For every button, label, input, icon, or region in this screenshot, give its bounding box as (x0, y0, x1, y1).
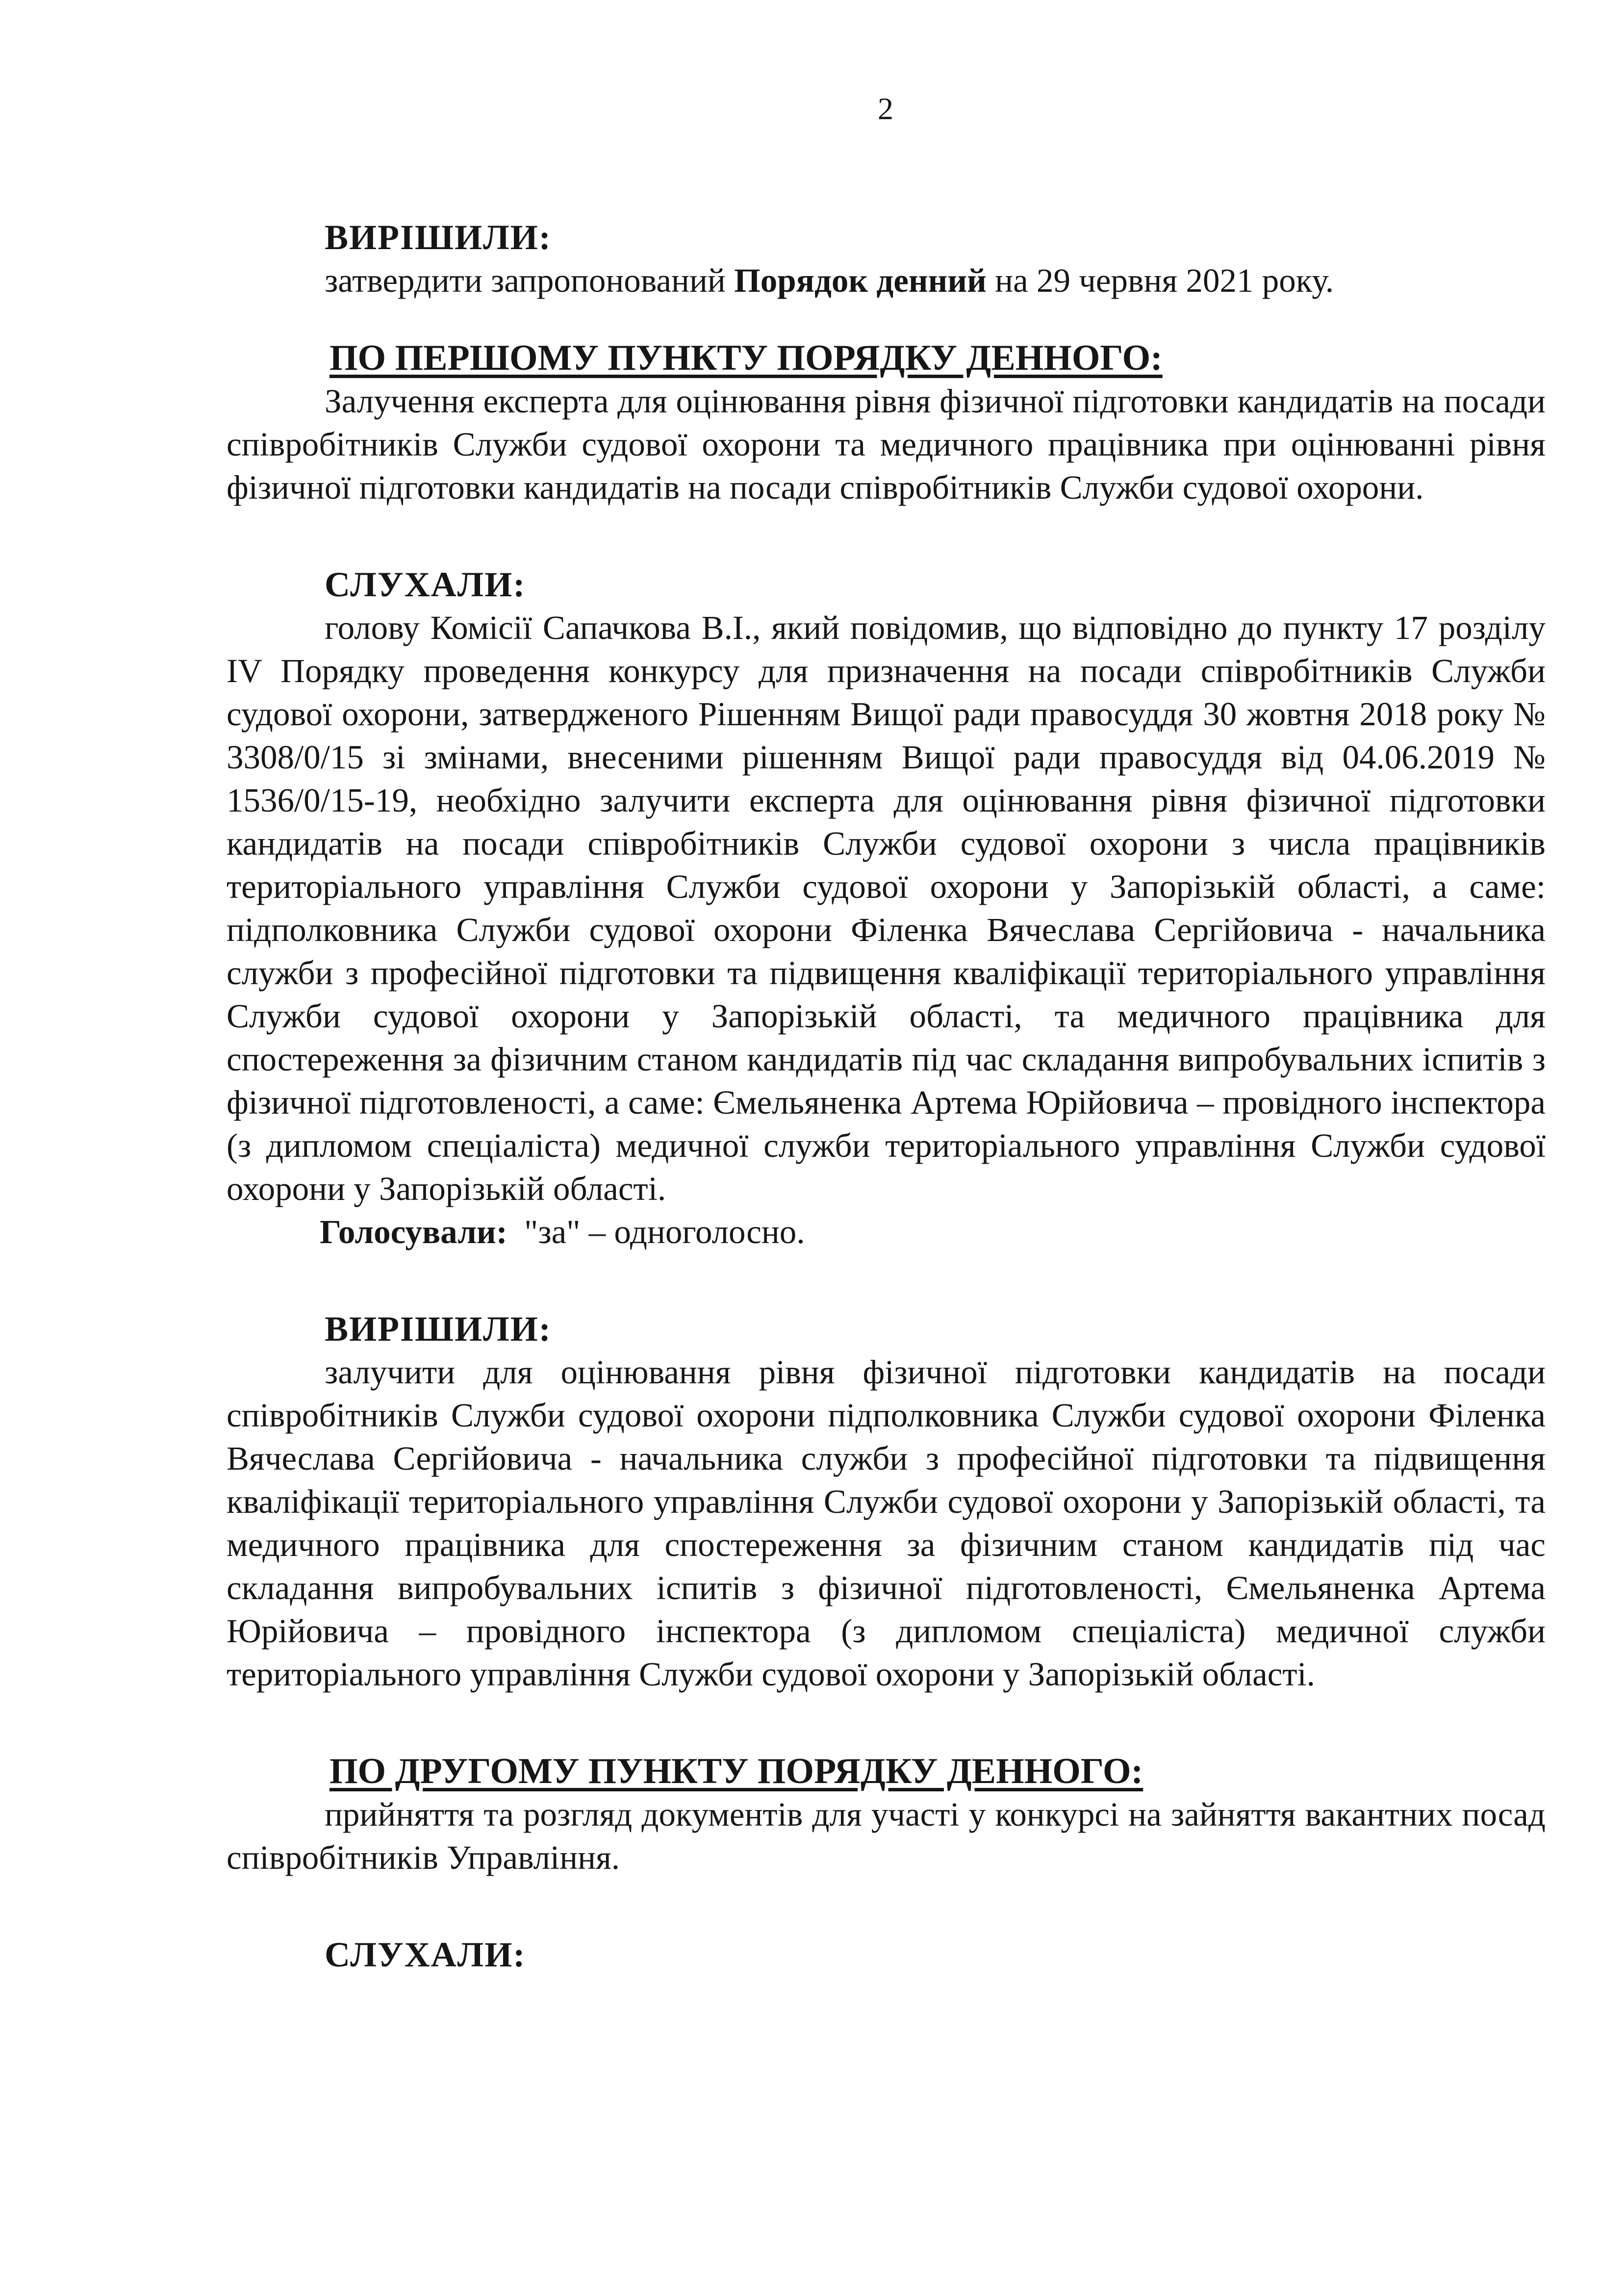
vote-value: "за" – одноголосно. (524, 1213, 805, 1250)
heard-heading: СЛУХАЛИ: (325, 565, 526, 604)
agenda-item-1 (227, 336, 1546, 509)
decision-heading: ВИРІШИЛИ: (325, 218, 552, 257)
decision-section-2 (227, 1307, 1546, 1696)
agenda-item-text: прийняття та розгляд документів для участі у конкурсі на зайняття вакантних посад співробітників Управління. (227, 1796, 1546, 1876)
decision-text-after: на 29 червня 2021 року. (986, 262, 1334, 299)
agenda-item-text: Залучення експерта для оцінювання рівня фізичної підготовки кандидатів на посади співробітників Служби судової охорони та медичного працівника при оцінюванні рівня фізичної підготовки кандидатів на посади співробітників Служби судової охорони. (227, 382, 1546, 506)
document-body (227, 216, 1546, 1976)
decision-text (227, 259, 1546, 302)
heard-heading: СЛУХАЛИ: (325, 1935, 526, 1974)
heard-section-2 (227, 1933, 1546, 1976)
decision-section-1 (227, 216, 1546, 302)
page-number: 2 (878, 91, 893, 126)
vote-label: Голосували: (320, 1213, 508, 1250)
agenda-bold-term: Порядок денний (734, 262, 987, 299)
decision-text-before: затвердити запропонований (325, 262, 735, 299)
agenda-item-2 (227, 1750, 1546, 1879)
decision-text: залучити для оцінювання рівня фізичної підготовки кандидатів на посади співробітників Служби судової охорони підполковника Служби судової охорони Філенка Вячеслава Сергійовича - начальника служби з професійної підготовки та підвищення кваліфікації територіального управління Служби судової охорони у Запорізькій області, та медичного працівника для спостереження за фізичним станом кандидатів під час складання випробувальних іспитів з фізичної підготовленості, Ємельяненка Артема Юрійовича – провідного інспектора (з дипломом спеціаліста) медичної служби територіального управління Служби судової охорони у Запорізькій області. (227, 1353, 1546, 1693)
heard-section-1 (227, 563, 1546, 1253)
vote-result (227, 1210, 1546, 1253)
decision-heading: ВИРІШИЛИ: (325, 1309, 552, 1349)
agenda-item-title: ПО ДРУГОМУ ПУНКТУ ПОРЯДКУ ДЕННОГО: (330, 1751, 1143, 1791)
agenda-item-title: ПО ПЕРШОМУ ПУНКТУ ПОРЯДКУ ДЕННОГО: (330, 338, 1163, 378)
heard-text: голову Комісії Сапачкова В.І., який повідомив, що відповідно до пункту 17 розділу IV Порядку проведення конкурсу для призначення на посади співробітників Служби судової охорони, затвердженого Рішенням Вищої ради правосуддя 30 жовтня 2018 року № 3308/0/15 зі змінами, внесеними рішенням Вищої ради правосуддя від 04.06.2019 № 1536/0/15-19, необхідно залучити експерта для оцінювання рівня фізичної підготовки кандидатів на посади співробітників Служби судової охорони з числа працівників територіального управління Служби судової охорони у Запорізькій області, а саме: підполковника Служби судової охорони Філенка Вячеслава Сергійовича - начальника служби з професійної підготовки та підвищення кваліфікації територіального управління Служби судової охорони у Запорізькій області, та медичного працівника для спостереження за фізичним станом кандидатів під час складання випробувальних іспитів з фізичної підготовленості, а саме: Ємельяненка Артема Юрійовича – провідного інспектора (з дипломом спеціаліста) медичної служби територіального управління Служби судової охорони у Запорізькій області. (227, 609, 1546, 1207)
